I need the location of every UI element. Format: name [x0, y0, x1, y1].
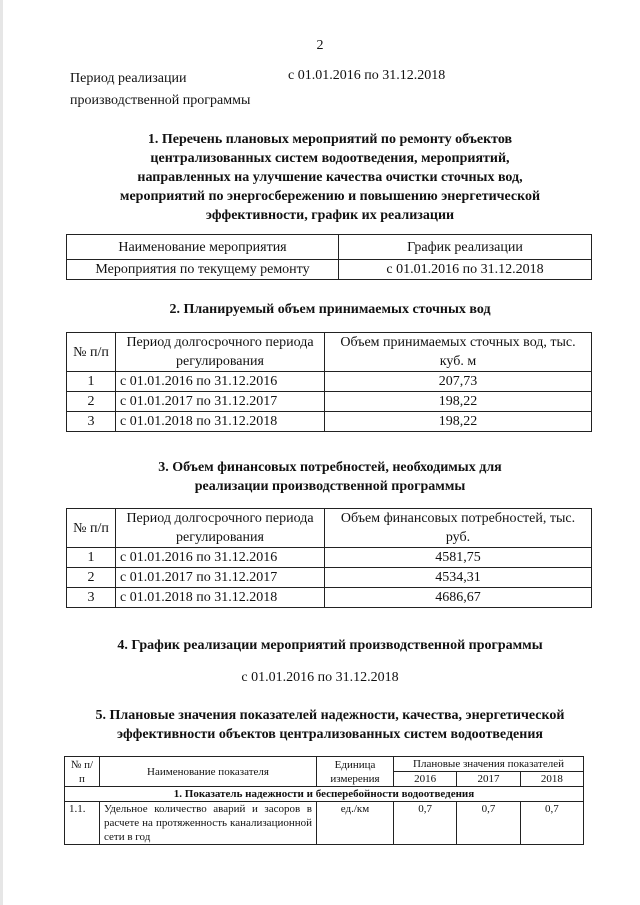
- table-cell: 3: [67, 588, 116, 608]
- table-header-row: [65, 757, 584, 772]
- section1-title-line: централизованных систем водоотведения, мероприятий,: [150, 151, 510, 166]
- table-cell: 1.1.: [65, 802, 100, 845]
- table-cell: 4581,75: [325, 548, 592, 568]
- section5-title: [20, 706, 640, 744]
- section3-title: [60, 458, 600, 496]
- period-value: с 01.01.2016 по 31.12.2018: [288, 68, 446, 83]
- table-cell: Удельное количество аварий и засоров в расчете на протяженность канализационной сети в год: [100, 802, 317, 845]
- table-row: [67, 548, 592, 568]
- table-cell: с 01.01.2017 по 31.12.2017: [116, 568, 325, 588]
- table-cell: 4534,31: [325, 568, 592, 588]
- table-cell: с 01.01.2016 по 31.12.2016: [116, 548, 325, 568]
- section2-title: 2. Планируемый объем принимаемых сточных вод: [169, 302, 491, 317]
- table-header-cell: Объем принимаемых сточных вод, тыс. куб. м: [325, 333, 592, 372]
- section2-table: [66, 332, 592, 432]
- table-cell: 2: [67, 568, 116, 588]
- table-group-cell: 1. Показатель надежности и бесперебойности водоотведения: [65, 787, 584, 802]
- table-cell: 198,22: [325, 412, 592, 432]
- section1-table: [66, 234, 592, 280]
- table-header-row: [67, 509, 592, 548]
- table-cell: 198,22: [325, 392, 592, 412]
- table-header-cell: № п/п: [67, 333, 116, 372]
- section5-table: [64, 756, 584, 845]
- section1-title: [60, 130, 600, 225]
- table-header-cell: График реализации: [339, 235, 592, 260]
- section4-period: с 01.01.2016 по 31.12.2018: [241, 670, 399, 685]
- table-header-cell: Наименование показателя: [100, 757, 317, 787]
- section3-table: [66, 508, 592, 608]
- period-label-line1: Период реализации: [70, 71, 187, 86]
- section3-title-line: 3. Объем финансовых потребностей, необходимых для: [158, 460, 502, 475]
- table-cell: с 01.01.2018 по 31.12.2018: [116, 412, 325, 432]
- table-header-cell: № п/п: [67, 509, 116, 548]
- table-row: [67, 260, 592, 280]
- section1-title-line: мероприятий по энергосбережению и повышению энергетической: [119, 189, 541, 204]
- table-header-cell: Наименование мероприятия: [67, 235, 339, 260]
- section3-title-line: реализации производственной программы: [194, 479, 466, 494]
- section5-title-line: эффективности объектов централизованных систем водоотведения: [117, 727, 543, 742]
- table-group-row: [65, 787, 584, 802]
- table-cell: 4686,67: [325, 588, 592, 608]
- period-label: [70, 68, 250, 112]
- table-cell: 207,73: [325, 372, 592, 392]
- table-cell: Мероприятия по текущему ремонту: [67, 260, 339, 280]
- table-cell: 1: [67, 372, 116, 392]
- table-cell: с 01.01.2017 по 31.12.2017: [116, 392, 325, 412]
- section1-title-line: эффективности, график их реализации: [205, 208, 455, 223]
- table-header-cell: Период долгосрочного периода регулирования: [116, 333, 325, 372]
- table-cell: 2: [67, 392, 116, 412]
- page-edge-shadow: [0, 0, 3, 905]
- table-cell: с 01.01.2016 по 31.12.2018: [339, 260, 592, 280]
- table-cell: с 01.01.2018 по 31.12.2018: [116, 588, 325, 608]
- table-header-cell: № п/п: [65, 757, 100, 787]
- page-number: 2: [316, 38, 324, 53]
- table-cell: ед./км: [317, 802, 394, 845]
- table-row: [67, 412, 592, 432]
- table-row: [67, 392, 592, 412]
- table-row: [65, 802, 584, 845]
- table-row: [67, 568, 592, 588]
- period-label-line2: производственной программы: [70, 93, 251, 108]
- table-header-cell: Плановые значения показателей: [394, 757, 584, 772]
- table-cell: 1: [67, 548, 116, 568]
- table-header-row: [67, 333, 592, 372]
- table-header-cell: Период долгосрочного периода регулирования: [116, 509, 325, 548]
- section4-title: 4. График реализации мероприятий производственной программы: [117, 638, 543, 653]
- table-row: [67, 588, 592, 608]
- table-header-row: [67, 235, 592, 260]
- section5-title-line: 5. Плановые значения показателей надежности, качества, энергетической: [95, 708, 565, 723]
- table-header-cell: Единица измерения: [317, 757, 394, 787]
- table-header-cell: 2017: [457, 772, 520, 787]
- table-cell: с 01.01.2016 по 31.12.2016: [116, 372, 325, 392]
- table-header-cell: Объем финансовых потребностей, тыс. руб.: [325, 509, 592, 548]
- table-cell: 0,7: [394, 802, 457, 845]
- table-cell: 3: [67, 412, 116, 432]
- table-header-cell: 2016: [394, 772, 457, 787]
- table-row: [67, 372, 592, 392]
- section1-title-line: направленных на улучшение качества очистки сточных вод,: [137, 170, 523, 185]
- section1-title-line: 1. Перечень плановых мероприятий по ремонту объектов: [147, 132, 513, 147]
- table-cell: 0,7: [457, 802, 520, 845]
- table-cell: 0,7: [520, 802, 583, 845]
- table-header-cell: 2018: [520, 772, 583, 787]
